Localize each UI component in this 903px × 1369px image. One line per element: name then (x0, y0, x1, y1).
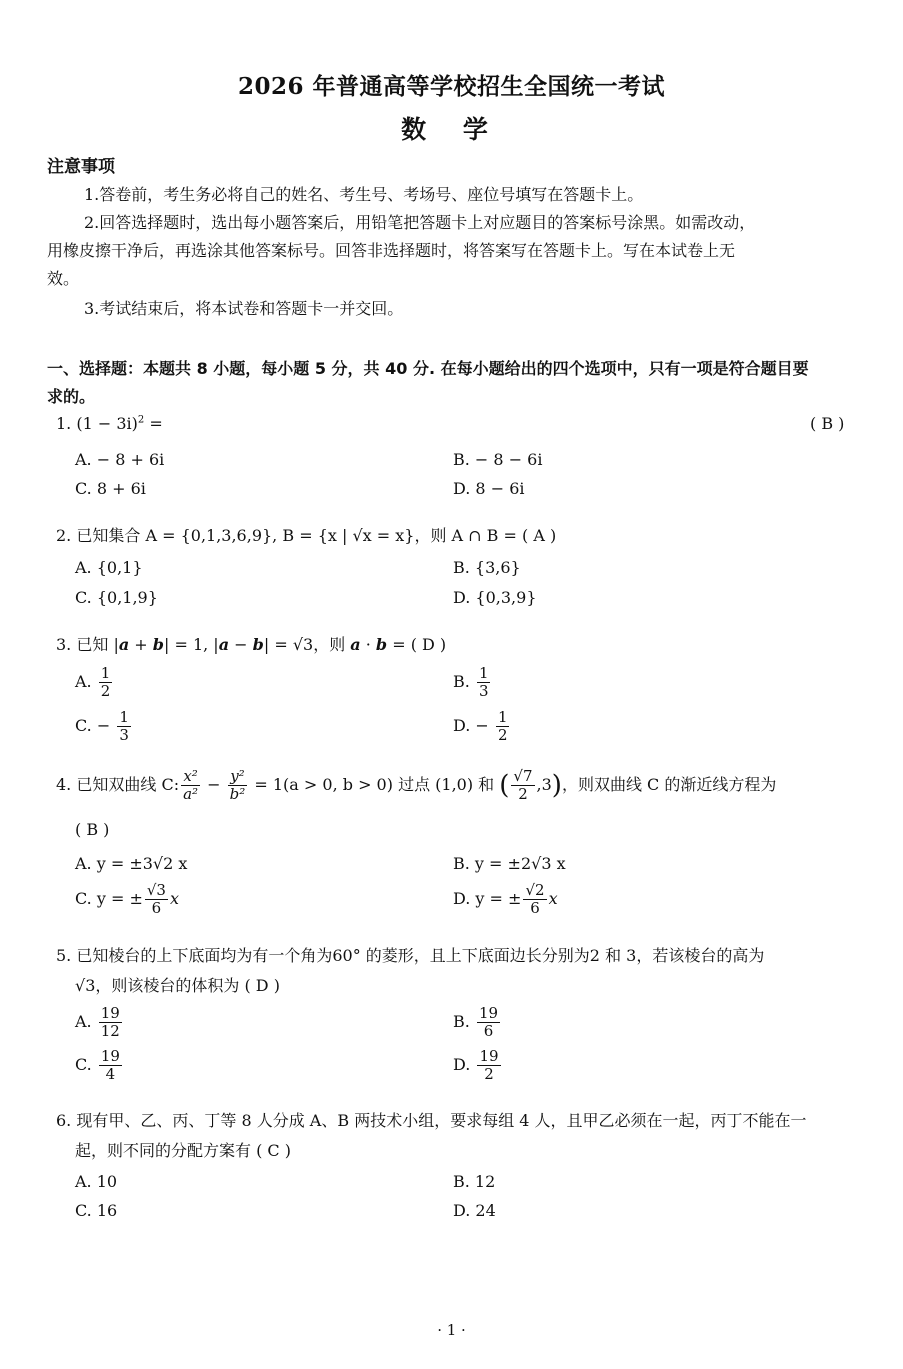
numerator: √7 (513, 767, 533, 785)
denominator: 2 (518, 785, 528, 803)
fraction (477, 1048, 500, 1083)
fraction (99, 1005, 122, 1040)
section-heading-line-1: 一、选择题：本题共 8 小题，每小题 5 分，共 40 分. 在每小题给出的四个选项中，只有一项是符合题目要 (47, 359, 809, 378)
notice-heading: 注意事项 (47, 157, 115, 177)
denominator: 2 (100, 682, 111, 700)
denominator: 2 (497, 726, 508, 744)
question-1-answer: ( B ) (810, 414, 845, 433)
question-1-expression: (1 − 3i) (76, 414, 138, 433)
option-label: D. y = ± (453, 889, 522, 908)
numerator: y² (230, 767, 245, 785)
exponent: 2 (137, 414, 145, 426)
option-label: C. y = ± (75, 889, 143, 908)
stem-text: = ( D ) (387, 635, 447, 654)
denominator: 3 (478, 682, 489, 700)
vector-a: a (350, 635, 361, 654)
fraction-point (511, 768, 534, 803)
numerator: 1 (478, 664, 489, 682)
fraction-y2-b2 (228, 768, 248, 803)
question-5-line-2: √3，则该棱台的体积为 ( D ) (75, 976, 280, 995)
numerator: √3 (146, 881, 166, 899)
fraction (496, 709, 510, 744)
option-c: C. 8 + 6i (75, 479, 146, 498)
numerator: x² (183, 767, 198, 785)
denominator: 6 (530, 899, 540, 917)
option-d (453, 1048, 503, 1083)
fraction (99, 665, 113, 700)
plus-sign: + (129, 635, 153, 654)
option-c (75, 882, 179, 917)
question-6-line-1 (56, 1108, 807, 1131)
denominator: 4 (105, 1065, 116, 1083)
option-b: B. − 8 − 6i (453, 450, 543, 469)
minus-sign: − (229, 635, 253, 654)
minus-sign: − (202, 775, 226, 794)
denominator: 6 (151, 899, 162, 917)
option-c: C. 16 (75, 1201, 118, 1220)
option-d: D. {0,3,9} (453, 588, 537, 607)
denominator: a² (183, 785, 199, 803)
denominator: 6 (483, 1022, 494, 1040)
question-number: 4. (56, 775, 72, 794)
vector-b: b (375, 635, 388, 654)
left-paren: ( (499, 770, 510, 801)
subject-title: 数 学 (401, 115, 502, 144)
question-2-stem (56, 523, 556, 546)
variable-x: x (548, 889, 558, 908)
vector-a: a (118, 635, 130, 654)
numerator: 19 (479, 1047, 499, 1065)
denominator: 12 (100, 1022, 120, 1040)
stem-text: 已知棱台的上下底面均为有一个角为60° 的菱形，且上下底面边长分别为2 和 3，若该棱台的高为 (76, 946, 765, 965)
option-b: B. y = ±2√3 x (453, 854, 566, 873)
question-2-text: 已知集合 A = {0,1,3,6,9}, B = {x | √x = x}，则 A ∩ B = ( A ) (76, 526, 557, 545)
numerator: 1 (497, 708, 508, 726)
denominator: 3 (119, 726, 129, 744)
stem-text: = 1(a > 0, b > 0) 过点 (1,0) 和 (249, 775, 495, 794)
stem-text: 已知 | (76, 635, 119, 654)
fraction-x2-a2 (181, 768, 200, 803)
notice-item-2-line-3: 效。 (47, 269, 80, 288)
notice-item-2-line-1: 2.回答选择题时，选出每小题答案后，用铅笔把答题卡上对应题目的答案标号涂黑。如需改动， (84, 213, 756, 232)
option-label: D. − (453, 716, 489, 735)
question-number: 3. (56, 635, 72, 654)
denominator: b² (229, 785, 246, 803)
denominator: 2 (484, 1065, 494, 1083)
fraction (117, 709, 131, 744)
stem-text: | = √3，则 (263, 635, 351, 654)
dot-sign: · (360, 635, 376, 654)
numerator: √2 (525, 881, 545, 899)
notice-item-1: 1.答卷前，考生务必将自己的姓名、考生号、考场号、座位号填写在答题卡上。 (84, 185, 644, 204)
option-label: C. (75, 1055, 92, 1074)
option-b (453, 665, 492, 700)
option-a (75, 665, 114, 700)
question-number: 6. (56, 1111, 72, 1130)
fraction (145, 882, 168, 917)
vector-b: b (252, 635, 264, 654)
option-d (453, 709, 511, 744)
option-label: C. − (75, 716, 111, 735)
stem-text: 现有甲、乙、丙、丁等 8 人分成 A、B 两技术小组，要求每组 4 人，且甲乙必须在一起，丙丁不能在一 (76, 1111, 807, 1130)
question-4-answer: ( B ) (75, 820, 110, 839)
notice-item-3: 3.考试结束后，将本试卷和答题卡一并交回。 (84, 299, 404, 318)
question-number: 5. (56, 946, 72, 965)
question-1-stem (56, 414, 163, 433)
stem-text: ，则双曲线 C 的渐近线方程为 (561, 775, 777, 794)
option-label: B. (453, 672, 470, 691)
question-6-line-2: 起，则不同的分配方案有 ( C ) (75, 1141, 291, 1160)
numerator: 19 (100, 1047, 120, 1065)
option-label: B. (453, 1012, 470, 1031)
stem-text: 已知双曲线 C: (76, 775, 180, 794)
option-d: D. 8 − 6i (453, 479, 525, 498)
option-a (75, 1005, 124, 1040)
option-c: C. {0,1,9} (75, 588, 158, 607)
variable-x: x (169, 889, 180, 908)
numerator: 1 (100, 664, 111, 682)
question-4-stem (56, 768, 776, 803)
vector-b: b (152, 635, 164, 654)
page-number: · 1 · (437, 1321, 466, 1339)
notice-item-2-line-2: 用橡皮擦干净后，再选涂其他答案标号。回答非选择题时，将答案写在答题卡上。写在本试卷上无 (47, 241, 736, 260)
fraction (99, 1048, 122, 1083)
option-a: A. y = ±3√2 x (75, 854, 188, 873)
question-3-stem (56, 632, 446, 655)
option-b: B. {3,6} (453, 558, 521, 577)
numerator: 19 (478, 1004, 499, 1022)
numerator: 1 (119, 708, 129, 726)
option-a: A. − 8 + 6i (75, 450, 165, 469)
fraction (477, 665, 491, 700)
point-tail: ,3 (536, 775, 552, 794)
option-b (453, 1005, 502, 1040)
stem-text: | = 1, | (163, 635, 219, 654)
question-number: 1. (56, 414, 72, 433)
option-b: B. 12 (453, 1172, 496, 1191)
fraction (477, 1005, 500, 1040)
option-a: A. {0,1} (75, 558, 143, 577)
exam-title: 2026 年普通高等学校招生全国统一考试 (237, 73, 666, 100)
right-paren: ) (551, 770, 562, 801)
option-c (75, 1048, 124, 1083)
numerator: 19 (100, 1004, 120, 1022)
fraction (523, 882, 546, 917)
option-a: A. 10 (75, 1172, 118, 1191)
equals-sign: = (144, 414, 163, 433)
question-number: 2. (56, 526, 72, 545)
question-5-line-1 (56, 943, 764, 966)
option-label: A. (75, 1012, 92, 1031)
section-heading-line-2: 求的。 (47, 387, 96, 406)
option-label: D. (453, 1055, 471, 1074)
option-label: A. (75, 672, 92, 691)
option-d (453, 882, 558, 917)
option-d: D. 24 (453, 1201, 496, 1220)
option-c (75, 709, 133, 744)
vector-a: a (218, 635, 230, 654)
